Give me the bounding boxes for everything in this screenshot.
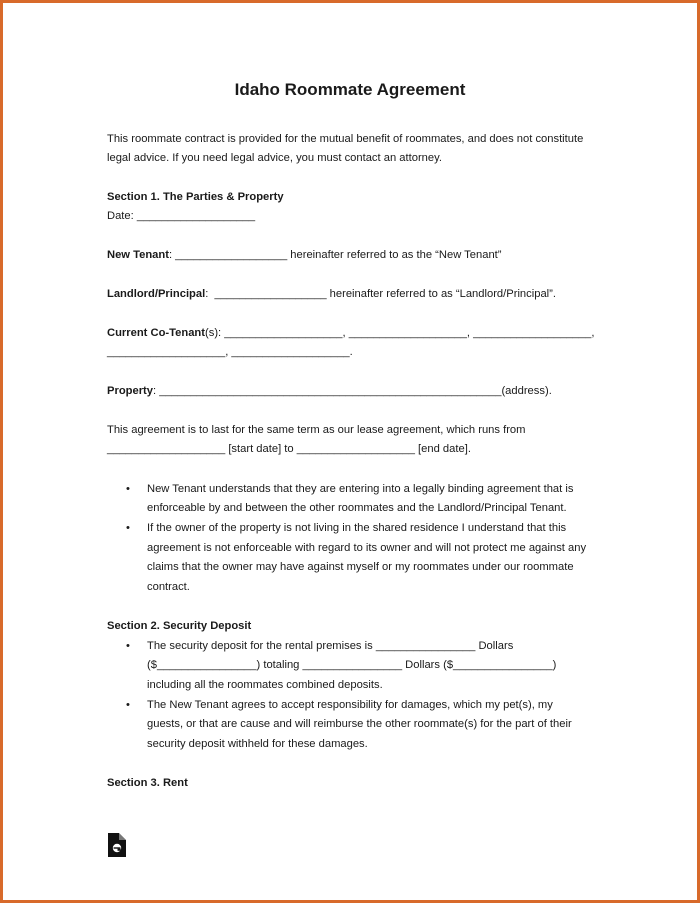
cotenant-line bbox=[107, 326, 594, 340]
s1-bullet-2-line-2: agreement is not enforceable with regard to its owner and will not protect me against any bbox=[147, 542, 587, 554]
term-line-2: ___________________ [start date] to ___________________ [end date]. bbox=[107, 443, 471, 455]
cotenant-label: Current Co-Tenant bbox=[107, 327, 205, 339]
s1-bullet-2-line-1: If the owner of the property is not living in the shared residence I understand that this bbox=[147, 522, 567, 534]
s2-bullet-2-line-3: security deposit withheld for these damages. bbox=[147, 738, 368, 750]
s1-bullet-2-line-4: contract. bbox=[147, 581, 190, 593]
date-label: Date: bbox=[107, 210, 134, 222]
property-line bbox=[107, 384, 552, 398]
document-title: Idaho Roommate Agreement bbox=[234, 80, 466, 99]
new-tenant-label: New Tenant bbox=[107, 249, 169, 261]
term-line-1: This agreement is to last for the same term as our lease agreement, which runs from bbox=[107, 424, 526, 436]
bullet-dot: • bbox=[126, 640, 130, 652]
bullet-dot: • bbox=[126, 699, 130, 711]
s1-bullet-1-line-1: New Tenant understands that they are entering into a legally binding agreement that is bbox=[147, 483, 574, 495]
landlord-label: Landlord/Principal bbox=[107, 288, 206, 300]
property-label: Property bbox=[107, 385, 154, 397]
new-tenant-line bbox=[107, 248, 502, 262]
date-line bbox=[107, 209, 255, 223]
section-2-heading: Section 2. Security Deposit bbox=[107, 620, 252, 632]
bullet-dot: • bbox=[126, 483, 130, 495]
s2-bullet-1-line-3: including all the roommates combined deposits. bbox=[147, 679, 383, 691]
s2-bullet-1-line-1: The security deposit for the rental premises is ________________ Dollars bbox=[147, 640, 514, 652]
intro-line-2: legal advice. If you need legal advice, you must contact an attorney. bbox=[107, 152, 442, 164]
s1-bullet-2-line-3: claims that the owner may have against myself or my roommates under our roommate bbox=[147, 561, 574, 573]
eforms-document-icon bbox=[108, 833, 126, 862]
landlord-line bbox=[107, 287, 556, 301]
section-1-heading: Section 1. The Parties & Property bbox=[107, 191, 284, 203]
s2-bullet-2-line-2: guests, or that are cause and will reimburse the other roommate(s) for the part of their bbox=[147, 718, 572, 730]
s1-bullet-1-line-2: enforceable by and between the other roommates and the Landlord/Principal Tenant. bbox=[147, 502, 567, 514]
cotenant-rest: (s): ___________________, ___________________, ___________________, bbox=[205, 327, 595, 339]
intro-line-1: This roommate contract is provided for the mutual benefit of roommates, and does not constitute bbox=[107, 133, 584, 145]
date-blank: ___________________ bbox=[136, 210, 256, 222]
bullet-dot: • bbox=[126, 522, 130, 534]
property-rest: : _______________________________________________________(address). bbox=[153, 385, 552, 397]
s2-bullet-1-line-2: ($________________) totaling ________________ Dollars ($________________) bbox=[147, 659, 557, 671]
new-tenant-rest: : __________________ hereinafter referred to as the “New Tenant” bbox=[168, 249, 502, 261]
section-3-heading: Section 3. Rent bbox=[107, 777, 188, 789]
s2-bullet-2-line-1: The New Tenant agrees to accept responsibility for damages, which my pet(s), my bbox=[147, 699, 553, 711]
landlord-rest: : __________________ hereinafter referred to as “Landlord/Principal”. bbox=[205, 288, 556, 300]
cotenant-line-2: ___________________, ___________________. bbox=[107, 346, 353, 358]
